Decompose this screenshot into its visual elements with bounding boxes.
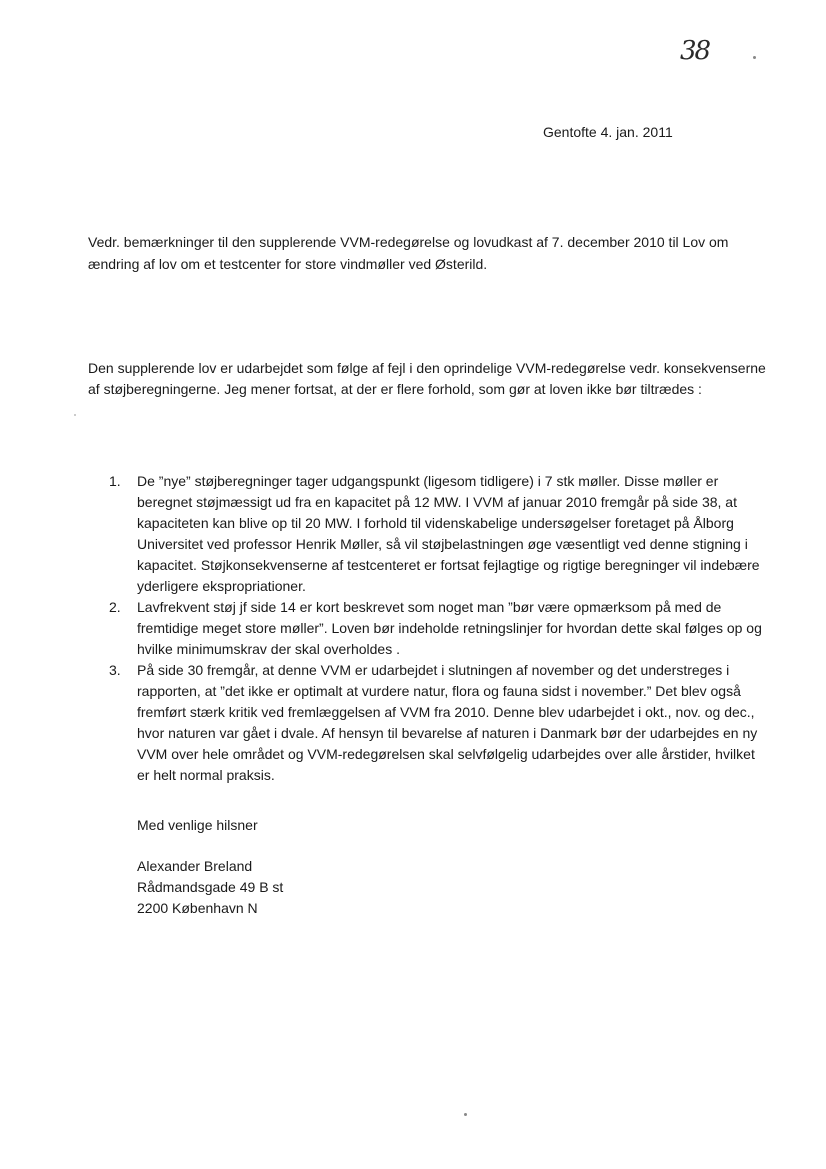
subject-line: Vedr. bemærkninger til den supplerende VVM-redegørelse og lovudkast af 7. december 2010 til Lov om ændring af lov om et testcenter for store vindmøller ved Østerild. <box>88 234 729 272</box>
closing-salutation: Med venlige hilsner <box>137 817 258 833</box>
list-item <box>109 471 769 597</box>
list-item-number: 1. <box>109 473 121 489</box>
scan-speck <box>753 56 756 59</box>
list-item-text: De ”nye” støjberegninger tager udgangspunkt (ligesom tidligere) i 7 stk møller. Disse møller er beregnet støjmæssigt ud fra en kapacitet på 12 MW. I VVM af januar 2010 fremgår på side 38, at kapaciteten kan blive op til 20 MW. I forhold til videnskabelige undersøgelser foretaget på Ålborg Universitet ved professor Henrik Møller, så vil støjbelastningen øge væsentligt ved denne stigning i kapacitet. Støjkonsekvenserne af testcenteret er fortsat fejlagtige og rigtige beregninger vil indebære yderligere ekspropriationer. <box>137 473 760 594</box>
signature-city: 2200 København N <box>137 900 258 916</box>
page-number-handwritten: 38 <box>680 36 710 66</box>
points-list <box>109 471 769 786</box>
signature-name: Alexander Breland <box>137 858 253 874</box>
signature-street: Rådmandsgade 49 B st <box>137 879 284 895</box>
intro-paragraph: Den supplerende lov er udarbejdet som følge af fejl i den oprindelige VVM-redegørelse vedr. konsekvenserne af støjberegningerne. Jeg mener fortsat, at der er flere forhold, som gør at loven ikke bør tiltrædes : <box>88 360 766 397</box>
scan-speck <box>74 414 76 416</box>
list-item <box>109 660 769 786</box>
list-item-text: Lavfrekvent støj jf side 14 er kort beskrevet som noget man ”bør være opmærksom på med de fremtidige meget store møller”. Loven bør indeholde retningslinjer for hvordan dette skal følges op og hvilke minimumskrav der skal overholdes . <box>137 599 762 657</box>
list-item-number: 3. <box>109 662 121 678</box>
list-item <box>109 597 769 660</box>
list-item-text: På side 30 fremgår, at denne VVM er udarbejdet i slutningen af november og det understreges i rapporten, at ”det ikke er optimalt at vurdere natur, flora og fauna sidst i november.” Det blev også fremført stærk kritik ved fremlæggelsen af VVM fra 2010. Denne blev udarbejdet i okt., nov. og dec., hvor naturen var gået i dvale. Af hensyn til bevarelse af naturen i Danmark bør der udarbejdes en ny VVM over hele området og VVM-redegørelsen skal selvfølgelig udarbejdes over alle årstider, hvilket er helt normal praksis. <box>137 662 758 783</box>
list-item-number: 2. <box>109 599 121 615</box>
signature-block <box>137 856 283 919</box>
date-line: Gentofte 4. jan. 2011 <box>543 124 673 140</box>
scan-speck <box>464 1113 467 1116</box>
